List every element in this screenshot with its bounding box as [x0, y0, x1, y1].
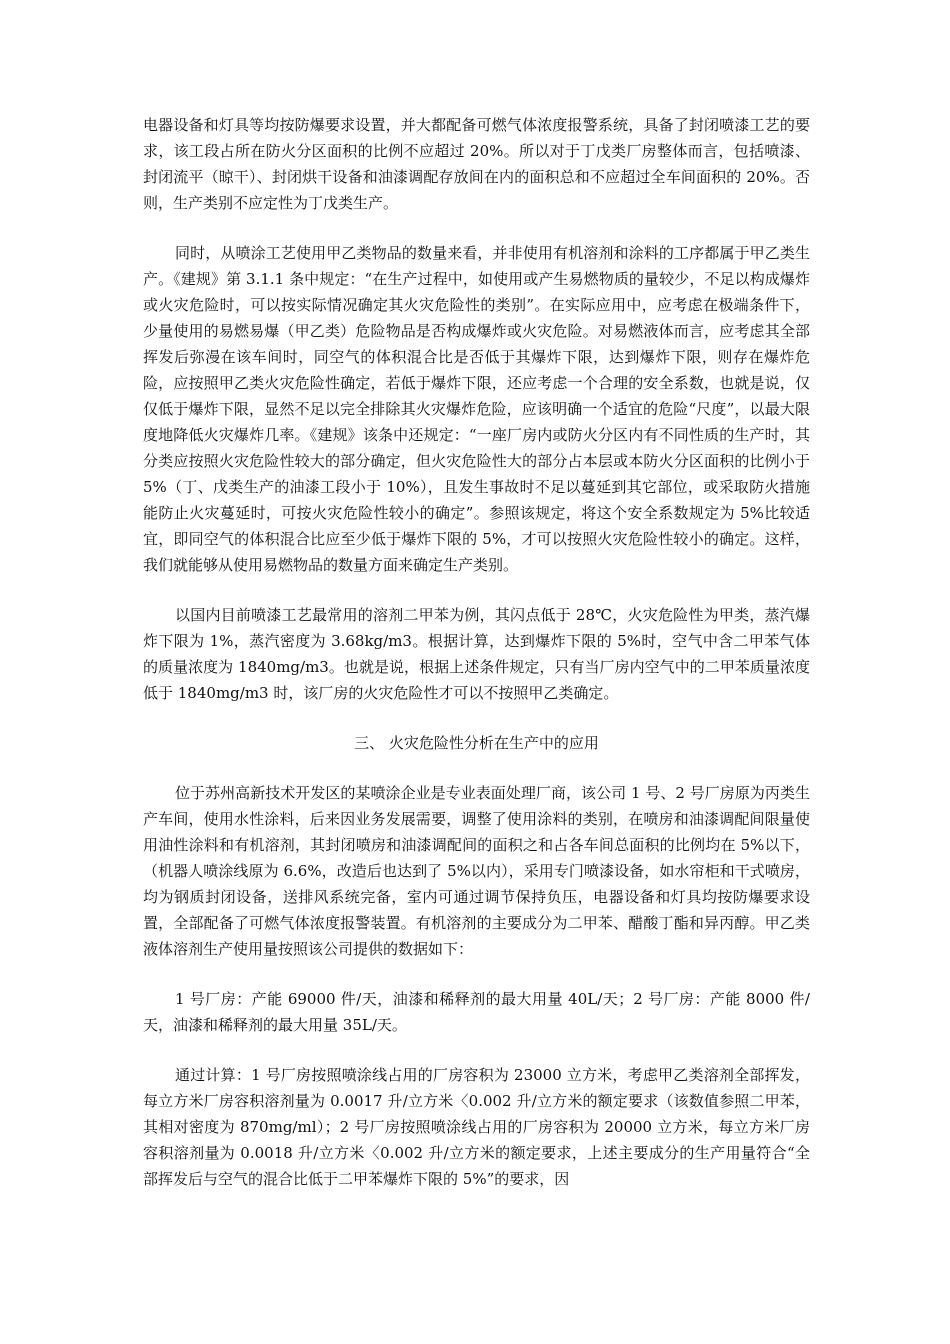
paragraph-continuation: 电器设备和灯具等均按防爆要求设置，并大都配备可燃气体浓度报警系统，具备了封闭喷漆工艺的要求，该工段占所在防火分区面积的比例不应超过 20%。所以对于丁戊类厂房整体而言，包括喷漆、封闭流平（晾干）、封闭烘干设备和油漆调配存放间在内的面积总和不应超过全车间面积的 20%。否则，生产类别不应定性为丁戊类生产。 [143, 116, 810, 212]
section-heading: 三、 火灾危险性分析在生产中的应用 [354, 734, 599, 752]
paragraph-plant-capacity: 1 号厂房：产能 69000 件/天，油漆和稀释剂的最大用量 40L/天；2 号厂房：产能 8000 件/天，油漆和稀释剂的最大用量 35L/天。 [143, 990, 810, 1034]
paragraph-quantity-analysis: 同时，从喷涂工艺使用甲乙类物品的数量来看，并非使用有机溶剂和涂料的工序都属于甲乙类生产。《建规》第 3.1.1 条中规定：“在生产过程中，如使用或产生易燃物质的量较少，不足以构成爆炸或火灾危险时，可以按实际情况确定其火灾危险性的类别”。在实际应用中，应考虑在极端条件下，少量使用的易燃易爆（甲乙类）危险物品是否构成爆炸或火灾危险。对易燃液体而言，应考虑其全部挥发后弥漫在该车间时，同空气的体积混合比是否低于其爆炸下限，达到爆炸下限，则存在爆炸危险，应按照甲乙类火灾危险性确定，若低于爆炸下限，还应考虑一个合理的安全系数，也就是说，仅仅低于爆炸下限，显然不足以完全排除其火灾爆炸危险，应该明确一个适宜的危险“尺度”，以最大限度地降低火灾爆炸几率。《建规》该条中还规定：“一座厂房内或防火分区内有不同性质的生产时，其分类应按照火灾危险性较大的部分确定，但火灾危险性大的部分占本层或本防火分区面积的比例小于 5%（丁、戊类生产的油漆工段小于 10%），且发生事故时不足以蔓延到其它部位，或采取防火措施能防止火灾蔓延时，可按火灾危险性较小的确定”。参照该规定，将这个安全系数规定为 5%比较适宜，即同空气的体积混合比应至少低于爆炸下限的 5%，才可以按照火灾危险性较小的确定。这样，我们就能够从使用易燃物品的数量方面来确定生产类别。 [143, 244, 810, 574]
paragraph-xylene-example: 以国内目前喷漆工艺最常用的溶剂二甲苯为例，其闪点低于 28℃，火灾危险性为甲类，蒸汽爆炸下限为 1%，蒸汽密度为 3.68kg/m3。根据计算，达到爆炸下限的 5%时，空气中含二甲苯气体的质量浓度为 1840mg/m3。也就是说，根据上述条件规定，只有当厂房内空气中的二甲苯质量浓度低于 1840mg/m3 时，该厂房的火灾危险性才可以不按照甲乙类确定。 [143, 606, 810, 702]
paragraph-calculation: 通过计算：1 号厂房按照喷涂线占用的厂房容积为 23000 立方米，考虑甲乙类溶剂全部挥发，每立方米厂房容积溶剂量为 0.0017 升/立方米〈0.002 升/立方米的额定要求（该数值参照二甲苯，其相对密度为 870mg/ml）；2 号厂房按照喷涂线占用的厂房容积为 20000 立方米，每立方米厂房容积溶剂量为 0.0018 升/立方米〈0.002 升/立方米的额定要求，上述主要成分的生产用量符合“全部挥发后与空气的混合比低于二甲苯爆炸下限的 5%”的要求，因 [143, 1066, 810, 1188]
document-page [143, 112, 810, 1216]
paragraph-case-company: 位于苏州高新技术开发区的某喷涂企业是专业表面处理厂商，该公司 1 号、2 号厂房原为丙类生产车间，使用水性涂料，后来因业务发展需要，调整了使用涂料的类别，在喷房和油漆调配间限量使用油性涂料和有机溶剂，其封闭喷房和油漆调配间的面积之和占各车间总面积的比例均在 5%以下，（机器人喷涂线原为 6.6%，改造后也达到了 5%以内），采用专门喷漆设备，如水帘柜和干式喷房，均为钢质封闭设备，送排风系统完备，室内可通过调节保持负压，电器设备和灯具均按防爆要求设置，全部配备了可燃气体浓度报警装置。有机溶剂的主要成分为二甲苯、醋酸丁酯和异丙醇。甲乙类液体溶剂生产使用量按照该公司提供的数据如下： [143, 784, 810, 958]
